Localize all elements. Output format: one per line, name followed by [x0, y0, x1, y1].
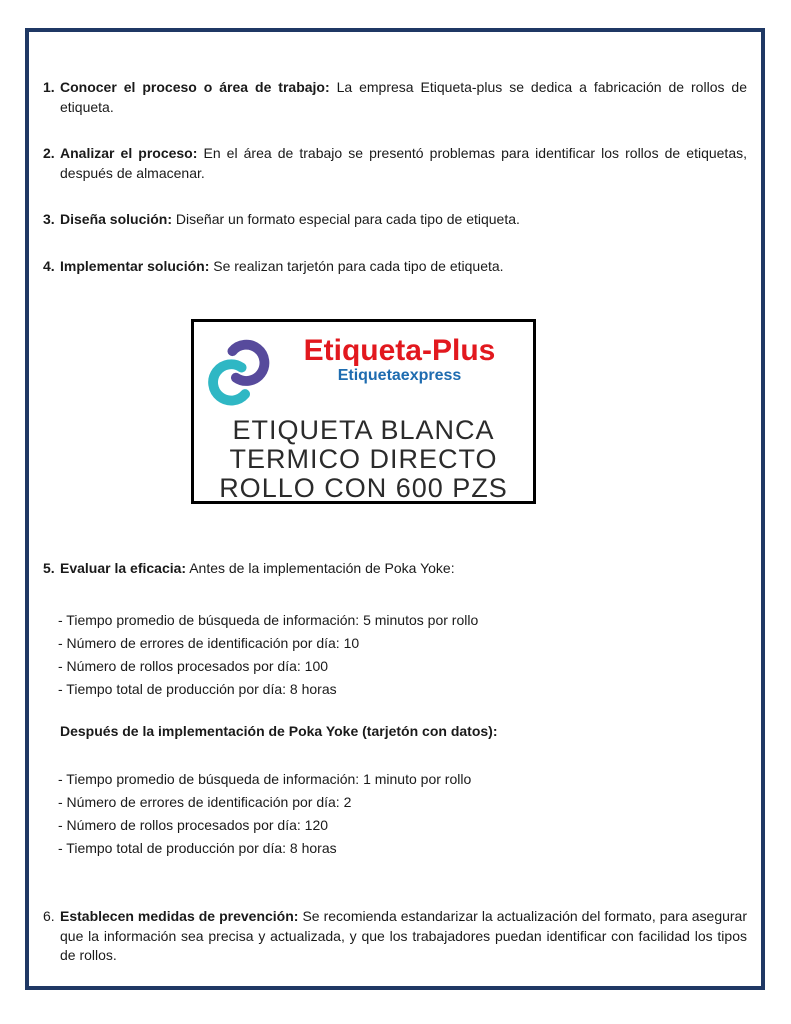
- brand-text-block: [272, 333, 527, 385]
- step-text: [60, 559, 747, 579]
- step-item-3: [43, 210, 747, 230]
- step-body: Se recomienda estandarizar la actualización del formato, para asegurar que la información sea precisa y actualizada, y que los trabajadores puedan identificar con facilidad los tipos de rollos.: [60, 908, 748, 963]
- step-number: 2.: [43, 145, 55, 161]
- step-label: Implementar solución:: [60, 257, 210, 274]
- etiqueta-plus-logo-icon: [204, 333, 272, 413]
- brand-name: Etiqueta-Plus: [303, 334, 496, 367]
- step-body: En el área de trabajo se presentó problemas para identificar los rollos de etiquetas, después de almacenar.: [60, 145, 747, 181]
- metric-line: - Número de errores de identificación por día: 10: [58, 634, 360, 651]
- step-number: 1.: [43, 79, 55, 95]
- step-item-2: [43, 144, 747, 183]
- step-label: Diseña solución:: [60, 211, 173, 227]
- etiqueta-label-card: [191, 319, 536, 504]
- metric-line: - Tiempo total de producción por día: 8 horas: [58, 840, 337, 856]
- card-label-lines: [194, 416, 533, 503]
- step-number: 6.: [43, 908, 55, 924]
- card-brand-row: [194, 322, 533, 416]
- step-item-6: [43, 907, 747, 966]
- step-number: 3.: [43, 211, 55, 227]
- step-text: [60, 907, 747, 966]
- step-text: [60, 210, 747, 230]
- metrics-before-list: [58, 609, 747, 701]
- document-content: [29, 32, 761, 966]
- metric-line: - Tiempo total de producción por día: 8 horas: [58, 680, 337, 697]
- step-item-1: [43, 78, 747, 117]
- step-number: 4.: [43, 257, 55, 274]
- step-number: 5.: [43, 560, 55, 576]
- metric-line: - Número de rollos procesados por día: 100: [58, 657, 329, 674]
- step-text: [60, 257, 747, 277]
- card-label-line-2: TERMICO DIRECTO: [229, 444, 498, 474]
- step-text: [60, 78, 747, 117]
- step-label: Analizar el proceso:: [60, 145, 198, 161]
- metric-line: - Número de rollos procesados por día: 120: [58, 817, 329, 833]
- metric-line: - Tiempo promedio de búsqueda de información: 5 minutos por rollo: [58, 611, 479, 628]
- step-body: Se realizan tarjetón para cada tipo de etiqueta.: [213, 257, 504, 274]
- step-label: Conocer el proceso o área de trabajo:: [60, 79, 330, 95]
- step-label: Evaluar la eficacia:: [60, 560, 187, 576]
- brand-subname: Etiquetaexpress: [337, 367, 462, 384]
- card-label-line-3: ROLLO CON 600 PZS: [219, 473, 508, 503]
- step-item-4: [43, 257, 747, 277]
- step-label: Establecen medidas de prevención:: [60, 908, 299, 924]
- step-body: Diseñar un formato especial para cada tipo de etiqueta.: [175, 211, 520, 227]
- metrics-after-list: [58, 768, 747, 860]
- step-body: Antes de la implementación de Poka Yoke:: [189, 560, 455, 576]
- metric-line: - Tiempo promedio de búsqueda de información: 1 minuto por rollo: [58, 771, 472, 787]
- metric-line: - Número de errores de identificación por día: 2: [58, 794, 352, 810]
- after-implementation-heading: Después de la implementación de Poka Yoke (tarjetón con datos):: [60, 722, 498, 739]
- step-item-5: [43, 559, 747, 579]
- document-page-border: [25, 28, 765, 990]
- step-body: La empresa Etiqueta-plus se dedica a fabricación de rollos de etiqueta.: [60, 79, 747, 115]
- card-label-line-1: ETIQUETA BLANCA: [232, 415, 495, 445]
- step-text: [60, 144, 747, 183]
